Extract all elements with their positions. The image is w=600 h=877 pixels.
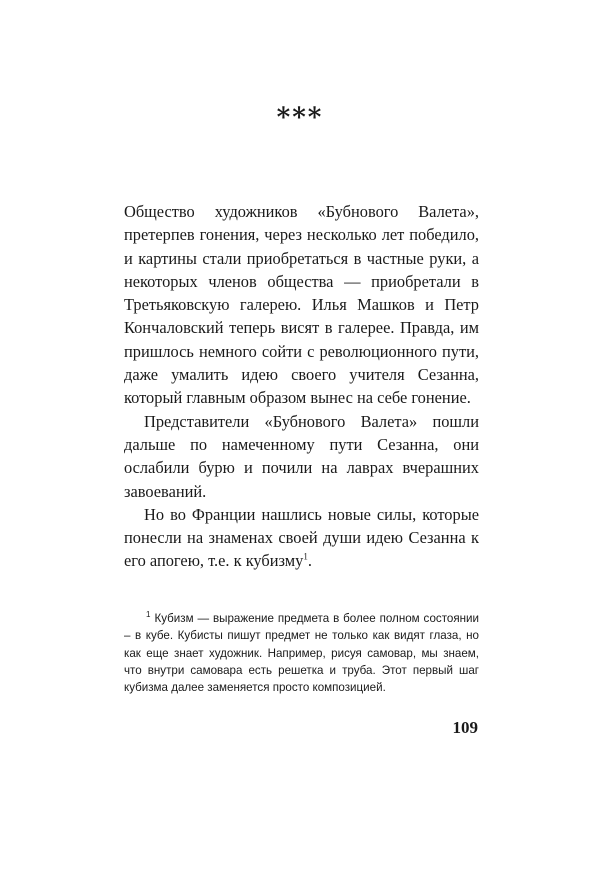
section-separator: *** bbox=[276, 103, 324, 133]
footnote-text: Кубизм — выражение предмета в более полном состоянии – в кубе. Кубисты пишут предмет не только как видят глаза, но как еще знает художник. Например, рисуя самовар, мы знаем, что внутри самовара есть решетка и труба. Этот первый шаг кубизма далее заменяется просто композицией. bbox=[124, 612, 479, 695]
footnote-reference: 1 bbox=[303, 551, 308, 562]
footnote bbox=[124, 610, 479, 696]
page-number: 109 bbox=[452, 718, 478, 737]
paragraph-3-text: Но во Франции нашлись новые силы, которые понесли на знаменах своей души идею Сезанна к его апогею, т.е. к кубизму bbox=[124, 504, 479, 571]
footnote-paragraph bbox=[124, 610, 479, 696]
main-text bbox=[124, 200, 479, 573]
footnote-number: 1 bbox=[146, 610, 151, 620]
paragraph-3: Но во Франции нашлись новые силы, которые понесли на знаменах своей души идею Сезанна к его апогею, т.е. к кубизму$^1$. bbox=[124, 504, 479, 571]
paragraph-1: Общество художников «Бубнового Валета», претерпев гонения, через несколько лет победило, и картины стали приобретаться в частные руки, а некоторых членов общества — приобретали в Третьяковскую галерею. Илья Машков и Петр Кончаловский теперь висят в галерее. Правда, им пришлось немного сойти с революционного пути, даже умалить идею своего учителя Сезанна, который главным образом вынес на себе гонение. bbox=[124, 202, 479, 408]
paragraph-2: Представители «Бубнового Валета» пошли дальше по намеченному пути Сезанна, они ослабили бурю и почили на лаврах вчерашних завоеваний. bbox=[124, 411, 479, 501]
